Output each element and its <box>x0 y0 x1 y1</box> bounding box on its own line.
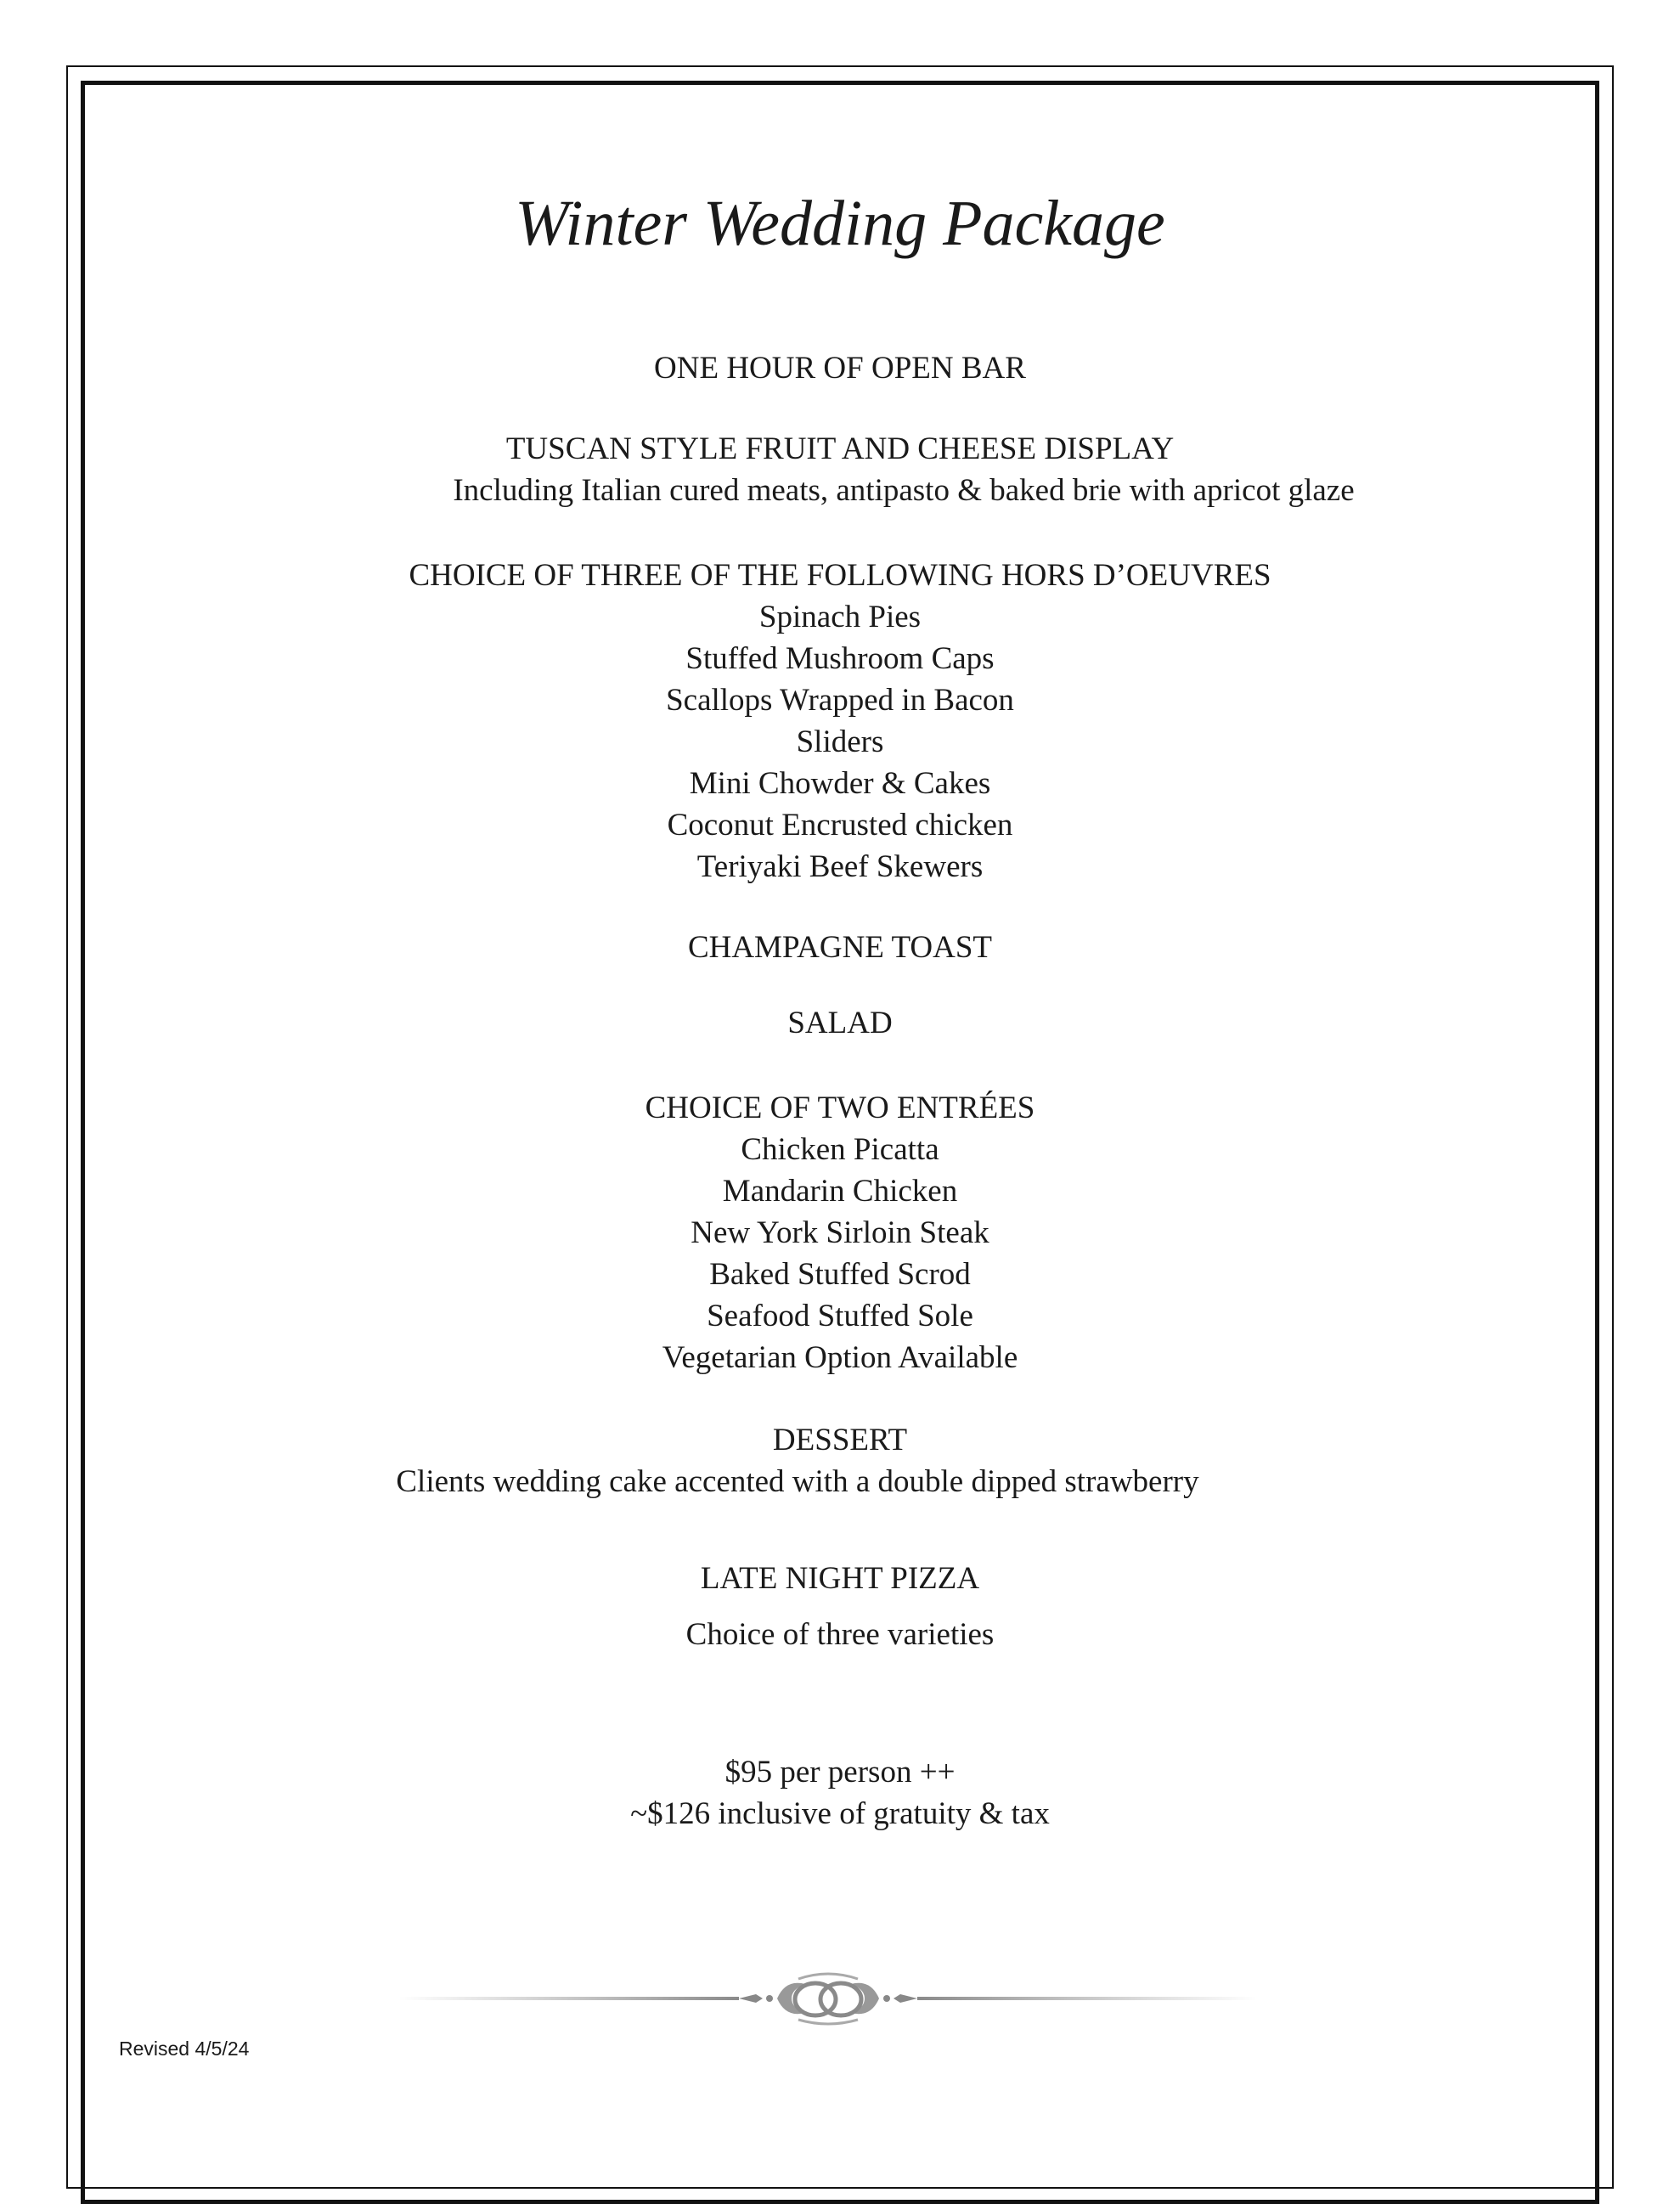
hors-doeuvres-item: Mini Chowder & Cakes <box>689 766 991 801</box>
hors-doeuvres-item: Scallops Wrapped in Bacon <box>666 683 1014 718</box>
fruit-cheese-heading: TUSCAN STYLE FRUIT AND CHEESE DISPLAY <box>505 431 1175 466</box>
hors-doeuvres-item: Stuffed Mushroom Caps <box>685 641 995 676</box>
dessert-detail: Clients wedding cake accented with a double dipped strawberry <box>396 1464 1199 1499</box>
pizza-detail: Choice of three varieties <box>685 1617 995 1652</box>
dessert-heading: DESSERT <box>772 1423 908 1457</box>
entree-item: Seafood Stuffed Sole <box>707 1299 973 1333</box>
salad-heading: SALAD <box>787 1006 893 1040</box>
ornament-divider <box>399 1969 1257 2028</box>
hors-doeuvres-item: Sliders <box>796 724 884 759</box>
pizza-heading: LATE NIGHT PIZZA <box>700 1561 980 1596</box>
page-title: Winter Wedding Package <box>515 188 1165 259</box>
entrees-heading: CHOICE OF TWO ENTRÉES <box>645 1091 1035 1125</box>
hors-doeuvres-item: Coconut Encrusted chicken <box>667 808 1013 843</box>
champagne-toast-heading: CHAMPAGNE TOAST <box>687 930 993 965</box>
entree-item: Mandarin Chicken <box>722 1174 958 1209</box>
entree-item: Baked Stuffed Scrod <box>709 1257 971 1292</box>
price-per-person: $95 per person ++ <box>724 1755 956 1790</box>
hors-doeuvres-item: Spinach Pies <box>758 600 922 634</box>
entree-item: New York Sirloin Steak <box>691 1215 989 1250</box>
price-inclusive: ~$126 inclusive of gratuity & tax <box>630 1796 1050 1831</box>
hors-doeuvres-heading: CHOICE OF THREE OF THE FOLLOWING HORS D’OEUVRES <box>409 558 1271 593</box>
entree-item: Chicken Picatta <box>741 1132 939 1167</box>
entree-item: Vegetarian Option Available <box>662 1340 1018 1375</box>
fruit-cheese-detail: Including Italian cured meats, antipasto & baked brie with apricot glaze <box>453 473 1355 508</box>
hors-doeuvres-item: Teriyaki Beef Skewers <box>696 849 984 884</box>
revised-date: Revised 4/5/24 <box>119 2038 250 2060</box>
open-bar-heading: ONE HOUR OF OPEN BAR <box>654 351 1026 386</box>
